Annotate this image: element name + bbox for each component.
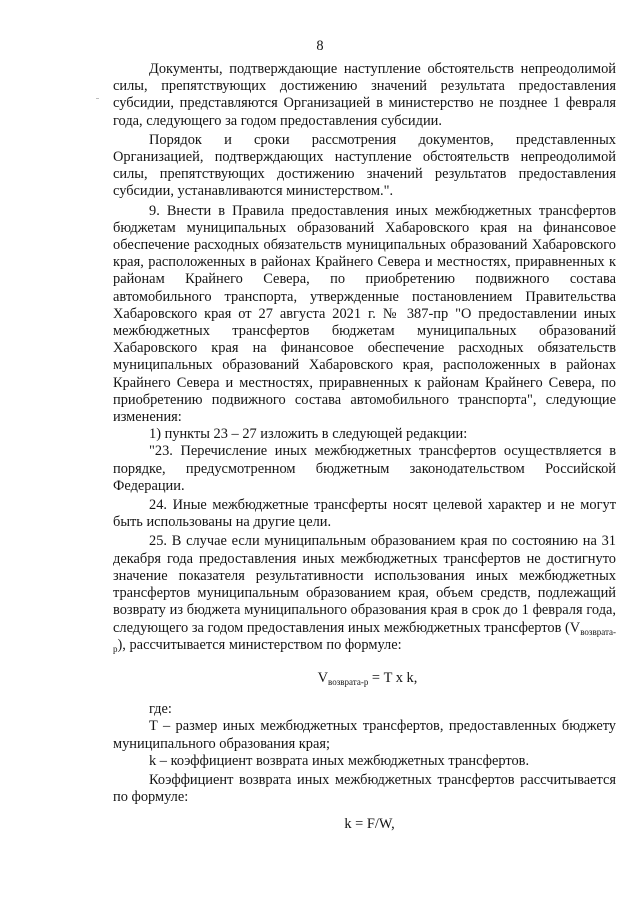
formula-rhs: = T x k,: [368, 669, 418, 686]
scan-speck: [96, 98, 99, 99]
paragraph-item-25: [113, 533, 616, 653]
item-25-subscript: возврата-р: [113, 626, 616, 654]
paragraph-item-24: 24. Иные межбюджетные трансферты носят целевой характер и не могут быть использованы на другие цели.: [113, 497, 616, 531]
paragraph-coefficient: Коэффициент возврата иных межбюджетных трансфертов рассчитывается по формуле:: [113, 771, 616, 806]
page-number: 8: [316, 38, 324, 54]
formula-return-volume: [113, 670, 616, 687]
definition-t: T – размер иных межбюджетных трансфертов, предоставленных бюджету муниципального образования края;: [113, 718, 616, 752]
formula-lhs: V: [317, 669, 329, 686]
paragraph-force-majeure-documents: Документы, подтверждающие наступление обстоятельств непреодолимой силы, препятствующих достижению значений результата предоставления субсидии, представляются Организацией в министерство не позднее 1 февраля года, следующего за годом предоставления субсидии.: [113, 61, 616, 129]
item-25-text-end: ), рассчитывается министерством по формуле:: [117, 636, 402, 653]
definition-k: k – коэффициент возврата иных межбюджетных трансфертов.: [149, 752, 530, 769]
paragraph-item-23: "23. Перечисление иных межбюджетных трансфертов осуществляется в порядке, предусмотренном бюджетным законодательством Российской Федерации.: [113, 443, 616, 494]
paragraph-where: где:: [149, 701, 172, 718]
paragraph-review-procedure: Порядок и сроки рассмотрения документов, представленных Организацией, подтверждающих наступление обстоятельств непреодолимой силы, препятствующих достижению значений результатов предоставления субсидии, устанавливаются министерством.".: [113, 131, 616, 200]
formula-lhs-subscript: возврата-р: [328, 676, 369, 687]
item-25-text: 25. В случае если муниципальным образованием края по состоянию на 31 декабря года предоставления иных межбюджетных трансфертов не достигнуто значение показателя результативности использования иных межбюджетных трансфертов муниципальным образованием края, объем средств, подлежащий возврату из бюджета муниципального образования края в срок до 1 февраля года, следующего за годом предоставления иных межбюджетных трансфертов (V: [113, 533, 616, 636]
paragraph-amendment-9: 9. Внести в Правила предоставления иных межбюджетных трансфертов бюджетам муниципальных образований Хабаровского края на финансовое обеспечение расходных обязательств муниципальных образований Хабаровского края, расположенных в районах Крайнего Севера и местностях, приравненных к районам Крайнего Севера, по приобретению подвижного состава автомобильного транспорта, утвержденные постановлением Правительства Хабаровского края от 27 августа 2021 г. № 387-пр "О предоставлении иных межбюджетных трансфертов бюджетам муниципальных образований Хабаровского края на финансовое обеспечение расходных обязательств муниципальных образований Хабаровского края, расположенных в районах Крайнего Севера и местностях, приравненных к районам Крайнего Севера, по приобретению подвижного состава автомобильного транспорта", следующие изменения:: [113, 202, 616, 426]
formula-coefficient: k = F/W,: [344, 816, 395, 833]
document-body: [113, 61, 616, 834]
paragraph-items-23-27: 1) пункты 23 – 27 изложить в следующей редакции:: [149, 426, 468, 443]
